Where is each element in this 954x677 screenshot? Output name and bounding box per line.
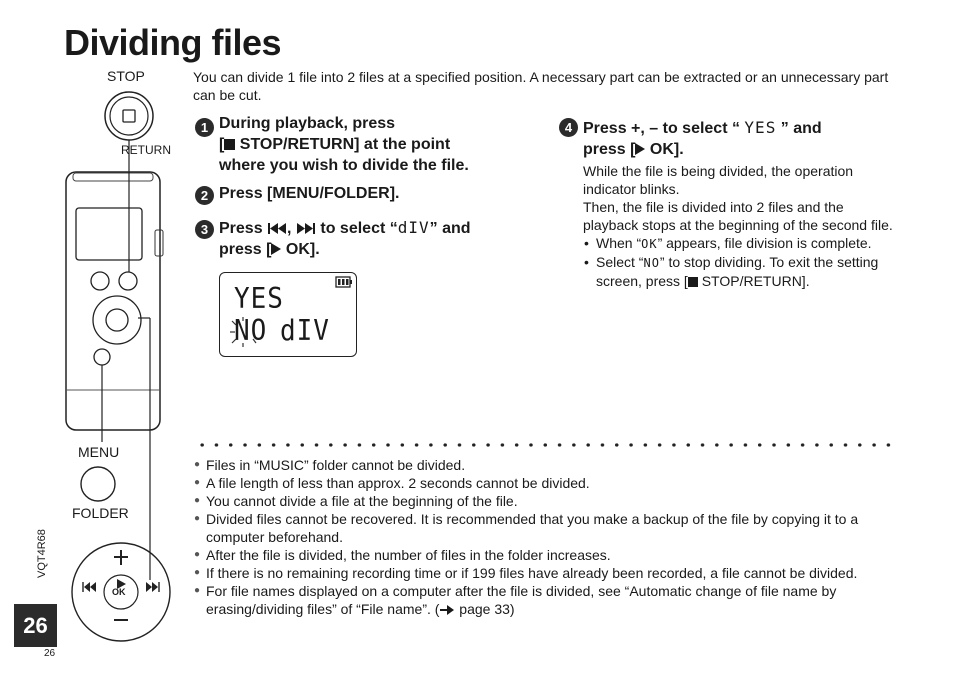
stop-button-inner: [110, 97, 148, 135]
stop-square-icon: [123, 110, 135, 122]
step-number-1: 1: [195, 118, 214, 137]
step-1-line2-text: STOP/RETURN] at the point: [235, 136, 451, 153]
note-3: ● You cannot divide a file at the beginning of the file.: [193, 492, 893, 510]
ok-label: OK: [112, 587, 126, 597]
return-label: RETURN: [121, 143, 171, 157]
step-4-pre: Press +, – to select “: [583, 120, 745, 137]
doc-code: VQT4R68: [36, 529, 48, 578]
menu-button-small: [94, 349, 110, 365]
bullet-1-pre: When “: [596, 235, 642, 251]
skip-back-icon: [267, 222, 287, 235]
note-2: ● A file length of less than approx. 2 seconds cannot be divided.: [193, 474, 893, 492]
lcd-display: [219, 272, 357, 357]
play-icon: [271, 243, 281, 255]
prev-icon: [83, 582, 96, 592]
menu-folder-button: [81, 467, 115, 501]
step-3-line2-post: OK].: [281, 241, 320, 258]
note-4: ● Divided files cannot be recovered. It is recommended that you make a backup of the file by copying it to a computer beforehand.: [193, 510, 893, 546]
step-2: Press [MENU/FOLDER].: [219, 185, 400, 202]
note-5: ● After the file is divided, the number of files in the folder increases.: [193, 546, 893, 564]
step-4-para-1: While the file is being divided, the operation indicator blinks.: [583, 163, 854, 197]
step-3-line2: [219, 239, 549, 260]
intro-text: You can divide 1 file into 2 files at a specified position. A necessary part can be extracted or an unnecessary part can be cut.: [193, 69, 889, 103]
page-number-small: 26: [44, 648, 56, 659]
step-3-pre: Press: [219, 220, 268, 237]
page-number: 26: [14, 604, 57, 647]
lcd-no: NO: [234, 314, 268, 348]
menu-label: MENU: [78, 444, 120, 460]
step-4-para-2: Then, the file is divided into 2 files and the playback stops at the beginning of the second file.: [583, 199, 893, 233]
lcd-yes: YES: [234, 282, 284, 316]
step-4-bullet-1: [583, 234, 895, 253]
bullet-2-pre: Select “: [596, 254, 644, 270]
no-glyph: NO: [643, 256, 660, 270]
jog-dial: [93, 296, 141, 344]
step-3-post: to select “: [315, 220, 398, 237]
side-switch: [155, 230, 163, 256]
stop-label: STOP: [107, 68, 145, 84]
step-4-line2: [583, 139, 903, 160]
step-4-bullets: [583, 234, 895, 290]
step-1-line1: During playback, press: [219, 115, 396, 132]
jog-center: [106, 309, 128, 331]
step-3-line1: [219, 217, 549, 239]
stop-button-outer: [105, 92, 153, 140]
step-3: [219, 217, 549, 260]
recorder-grille: [73, 173, 153, 181]
step-1-line2: [219, 134, 549, 155]
folder-label: FOLDER: [72, 505, 129, 521]
notes-list: [193, 456, 893, 618]
step-3-post2: ” and: [429, 220, 471, 237]
bullet-1-post: ” appears, file division is complete.: [657, 235, 872, 251]
note-7-post: page 33): [455, 601, 515, 617]
page-title: Dividing files: [64, 22, 282, 63]
recorder-body: [66, 172, 160, 430]
step-4-bullet-2: [583, 253, 895, 290]
bullet-2-post: ” to stop dividing. To exit the setting screen, press [: [596, 254, 879, 289]
step-4: [583, 117, 903, 160]
next-icon: [146, 582, 159, 592]
stop-square-icon: [688, 277, 698, 287]
step-3-mid: ,: [287, 220, 296, 237]
recorder-screen: [76, 208, 142, 260]
bullet-2-post2: STOP/RETURN].: [697, 273, 810, 289]
note-7: [193, 582, 893, 618]
play-icon: [635, 143, 645, 155]
step-4-post: ” and: [776, 120, 822, 137]
stop-square-icon: [224, 139, 235, 150]
step-4-line2-pre: press [: [583, 141, 636, 158]
step-number-2: 2: [195, 186, 214, 205]
note-1: ● Files in “MUSIC” folder cannot be divided.: [193, 456, 893, 474]
dotted-divider: [195, 441, 898, 449]
small-button-left: [91, 272, 109, 290]
step-4-line1: [583, 117, 903, 139]
step-3-line2-pre: press [: [219, 241, 272, 258]
small-stop-button: [119, 272, 137, 290]
step-number-4: 4: [559, 118, 578, 137]
yes-glyph: YES: [744, 118, 777, 137]
step-4-line2-post: OK].: [645, 141, 684, 158]
battery-icon: [335, 276, 353, 288]
arrow-right-icon: [439, 604, 455, 616]
note-6: ● If there is no remaining recording time or if 199 files have already been recorded, a file cannot be divided.: [193, 564, 893, 582]
step-4-detail: [583, 162, 895, 290]
step-1-line3: where you wish to divide the file.: [219, 157, 469, 174]
skip-forward-icon: [296, 222, 316, 235]
lcd-div: dIV: [280, 314, 330, 348]
step-1: [219, 113, 549, 176]
div-glyph: dIV: [397, 218, 430, 237]
note-7-pre: For file names displayed on a computer after the file is divided, see “Automatic change of file name by erasing/dividing files” of “File name”. (: [206, 583, 837, 617]
step-1-bracket: [: [219, 136, 225, 153]
step-number-3: 3: [195, 220, 214, 239]
ok-glyph: OK: [641, 237, 658, 251]
